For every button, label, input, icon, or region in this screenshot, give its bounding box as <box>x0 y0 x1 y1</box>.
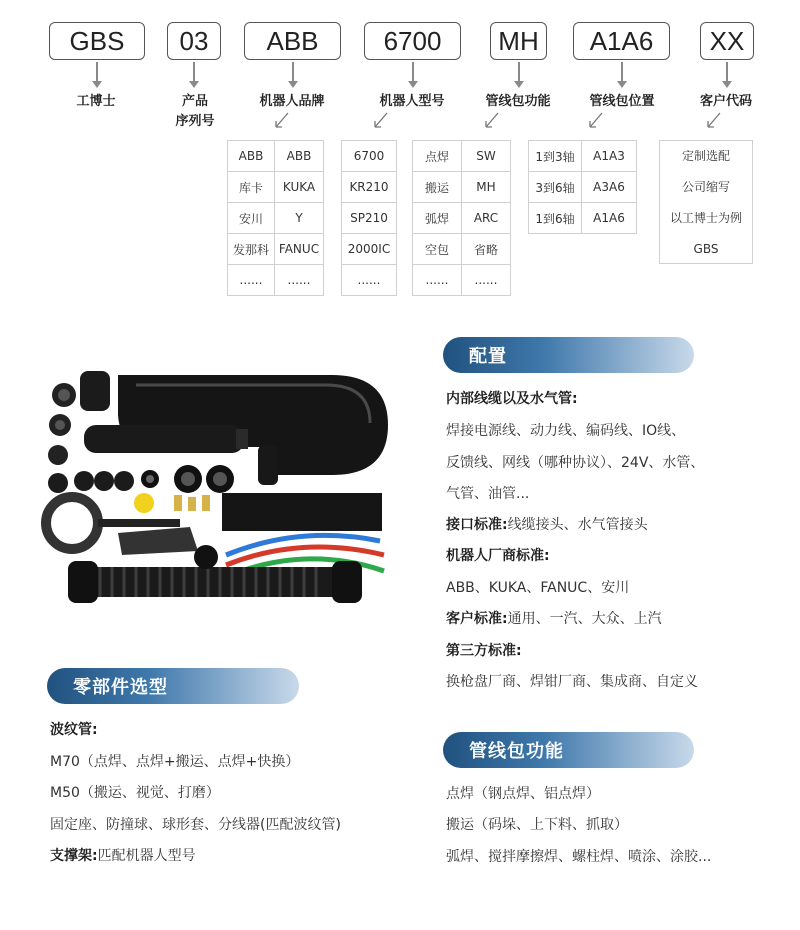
table-cell: 省略 <box>462 234 511 265</box>
list-item: 第三方标准: <box>446 643 522 659</box>
section-title-functions <box>443 732 694 768</box>
section-title-parts <box>47 668 299 704</box>
pointer-arrow-icon <box>274 112 290 130</box>
list-item: 搬运（码垛、上下料、抓取） <box>446 817 628 833</box>
section-title-text: 配置 <box>469 346 507 367</box>
table-cell: ...... <box>413 265 462 296</box>
table-cell: ABB <box>275 141 324 172</box>
pointer-arrow-icon <box>484 112 500 130</box>
customer-code-line: 公司缩写 <box>681 180 730 194</box>
customer-code-line: 定制选配 <box>681 149 730 163</box>
arrow-down-icon <box>518 62 520 82</box>
table-cell: 2000IC <box>342 234 397 265</box>
table-cell: 3到6轴 <box>529 172 582 203</box>
list-item: M70（点焊、点焊+搬运、点焊+快换） <box>50 754 300 770</box>
code-box-company: GBS <box>49 22 145 60</box>
list-item: 内部线缆以及水气管: <box>446 391 578 407</box>
list-item: 机器人厂商标准: <box>446 548 550 564</box>
table-cell: 安川 <box>228 203 275 234</box>
code-label-series: 产品 序列号 <box>175 94 215 129</box>
brand-table <box>227 140 324 296</box>
list-item: 弧焊、搅拌摩擦焊、螺柱焊、喷涂、涂胶... <box>446 849 712 865</box>
table-cell: ...... <box>342 265 397 296</box>
code-label-function: 管线包功能 <box>485 94 551 109</box>
code-label-model: 机器人型号 <box>379 94 445 109</box>
table-cell: 库卡 <box>228 172 275 203</box>
table-cell: 空包 <box>413 234 462 265</box>
table-cell: KUKA <box>275 172 324 203</box>
code-label-company: 工博士 <box>76 94 116 109</box>
table-cell: 6700 <box>342 141 397 172</box>
table-cell: ...... <box>462 265 511 296</box>
code-box-customer: XX <box>700 22 754 60</box>
table-cell: Y <box>275 203 324 234</box>
list-item: 波纹管: <box>50 722 98 738</box>
table-cell: 发那科 <box>228 234 275 265</box>
table-cell: ARC <box>462 203 511 234</box>
table-cell: KR210 <box>342 172 397 203</box>
code-label-brand: 机器人品牌 <box>259 94 325 109</box>
table-cell: A1A3 <box>582 141 637 172</box>
arrow-down-icon <box>292 62 294 82</box>
position-table <box>528 140 637 234</box>
list-item: 气管、油管... <box>446 486 530 502</box>
code-label-position: 管线包位置 <box>589 94 655 109</box>
pointer-arrow-icon <box>706 112 722 130</box>
code-box-function: MH <box>490 22 547 60</box>
list-item: 焊接电源线、动力线、编码线、IO线、 <box>446 423 686 439</box>
arrow-down-icon <box>412 62 414 82</box>
list-item: 支撑架:匹配机器人型号 <box>50 848 196 864</box>
pointer-arrow-icon <box>588 112 604 130</box>
table-cell: MH <box>462 172 511 203</box>
customer-code-line: 以工博士为例 <box>669 211 742 225</box>
table-cell: 1到6轴 <box>529 203 582 234</box>
model-table <box>341 140 397 296</box>
table-cell: A3A6 <box>582 172 637 203</box>
arrow-down-icon <box>96 62 98 82</box>
customer-code-box <box>659 140 753 264</box>
table-cell: SP210 <box>342 203 397 234</box>
code-label-customer: 客户代码 <box>699 94 752 109</box>
list-item: 客户标准:通用、一汽、大众、上汽 <box>446 611 662 627</box>
list-item: 反馈线、网线（哪种协议）、24V、水管、 <box>446 455 705 471</box>
table-cell: 搬运 <box>413 172 462 203</box>
table-cell: SW <box>462 141 511 172</box>
table-cell: 弧焊 <box>413 203 462 234</box>
list-item: M50（搬运、视觉、打磨） <box>50 785 220 801</box>
section-title-text: 零部件选型 <box>73 677 168 698</box>
list-item: 固定座、防撞球、球形套、分线器(匹配波纹管) <box>50 817 341 833</box>
arrow-down-icon <box>726 62 728 82</box>
list-item: ABB、KUKA、FANUC、安川 <box>446 580 630 596</box>
table-cell: 1到3轴 <box>529 141 582 172</box>
code-box-position: A1A6 <box>573 22 670 60</box>
table-cell: ...... <box>275 265 324 296</box>
code-box-model: 6700 <box>364 22 461 60</box>
pointer-arrow-icon <box>373 112 389 130</box>
table-cell: 点焊 <box>413 141 462 172</box>
table-cell: FANUC <box>275 234 324 265</box>
list-item: 换枪盘厂商、焊钳厂商、集成商、自定义 <box>446 674 698 690</box>
section-title-text: 管线包功能 <box>469 741 564 762</box>
function-table <box>412 140 511 296</box>
arrow-down-icon <box>193 62 195 82</box>
arrow-down-icon <box>621 62 623 82</box>
table-cell: ABB <box>228 141 275 172</box>
code-box-series: 03 <box>167 22 221 60</box>
code-box-brand: ABB <box>244 22 341 60</box>
cable-package-parts-photo <box>40 355 400 615</box>
table-cell: ...... <box>228 265 275 296</box>
section-title-config <box>443 337 694 373</box>
table-cell: A1A6 <box>582 203 637 234</box>
customer-code-line: GBS <box>693 242 719 256</box>
list-item: 接口标准:线缆接头、水气管接头 <box>446 517 648 533</box>
list-item: 点焊（钢点焊、铝点焊） <box>446 786 600 802</box>
